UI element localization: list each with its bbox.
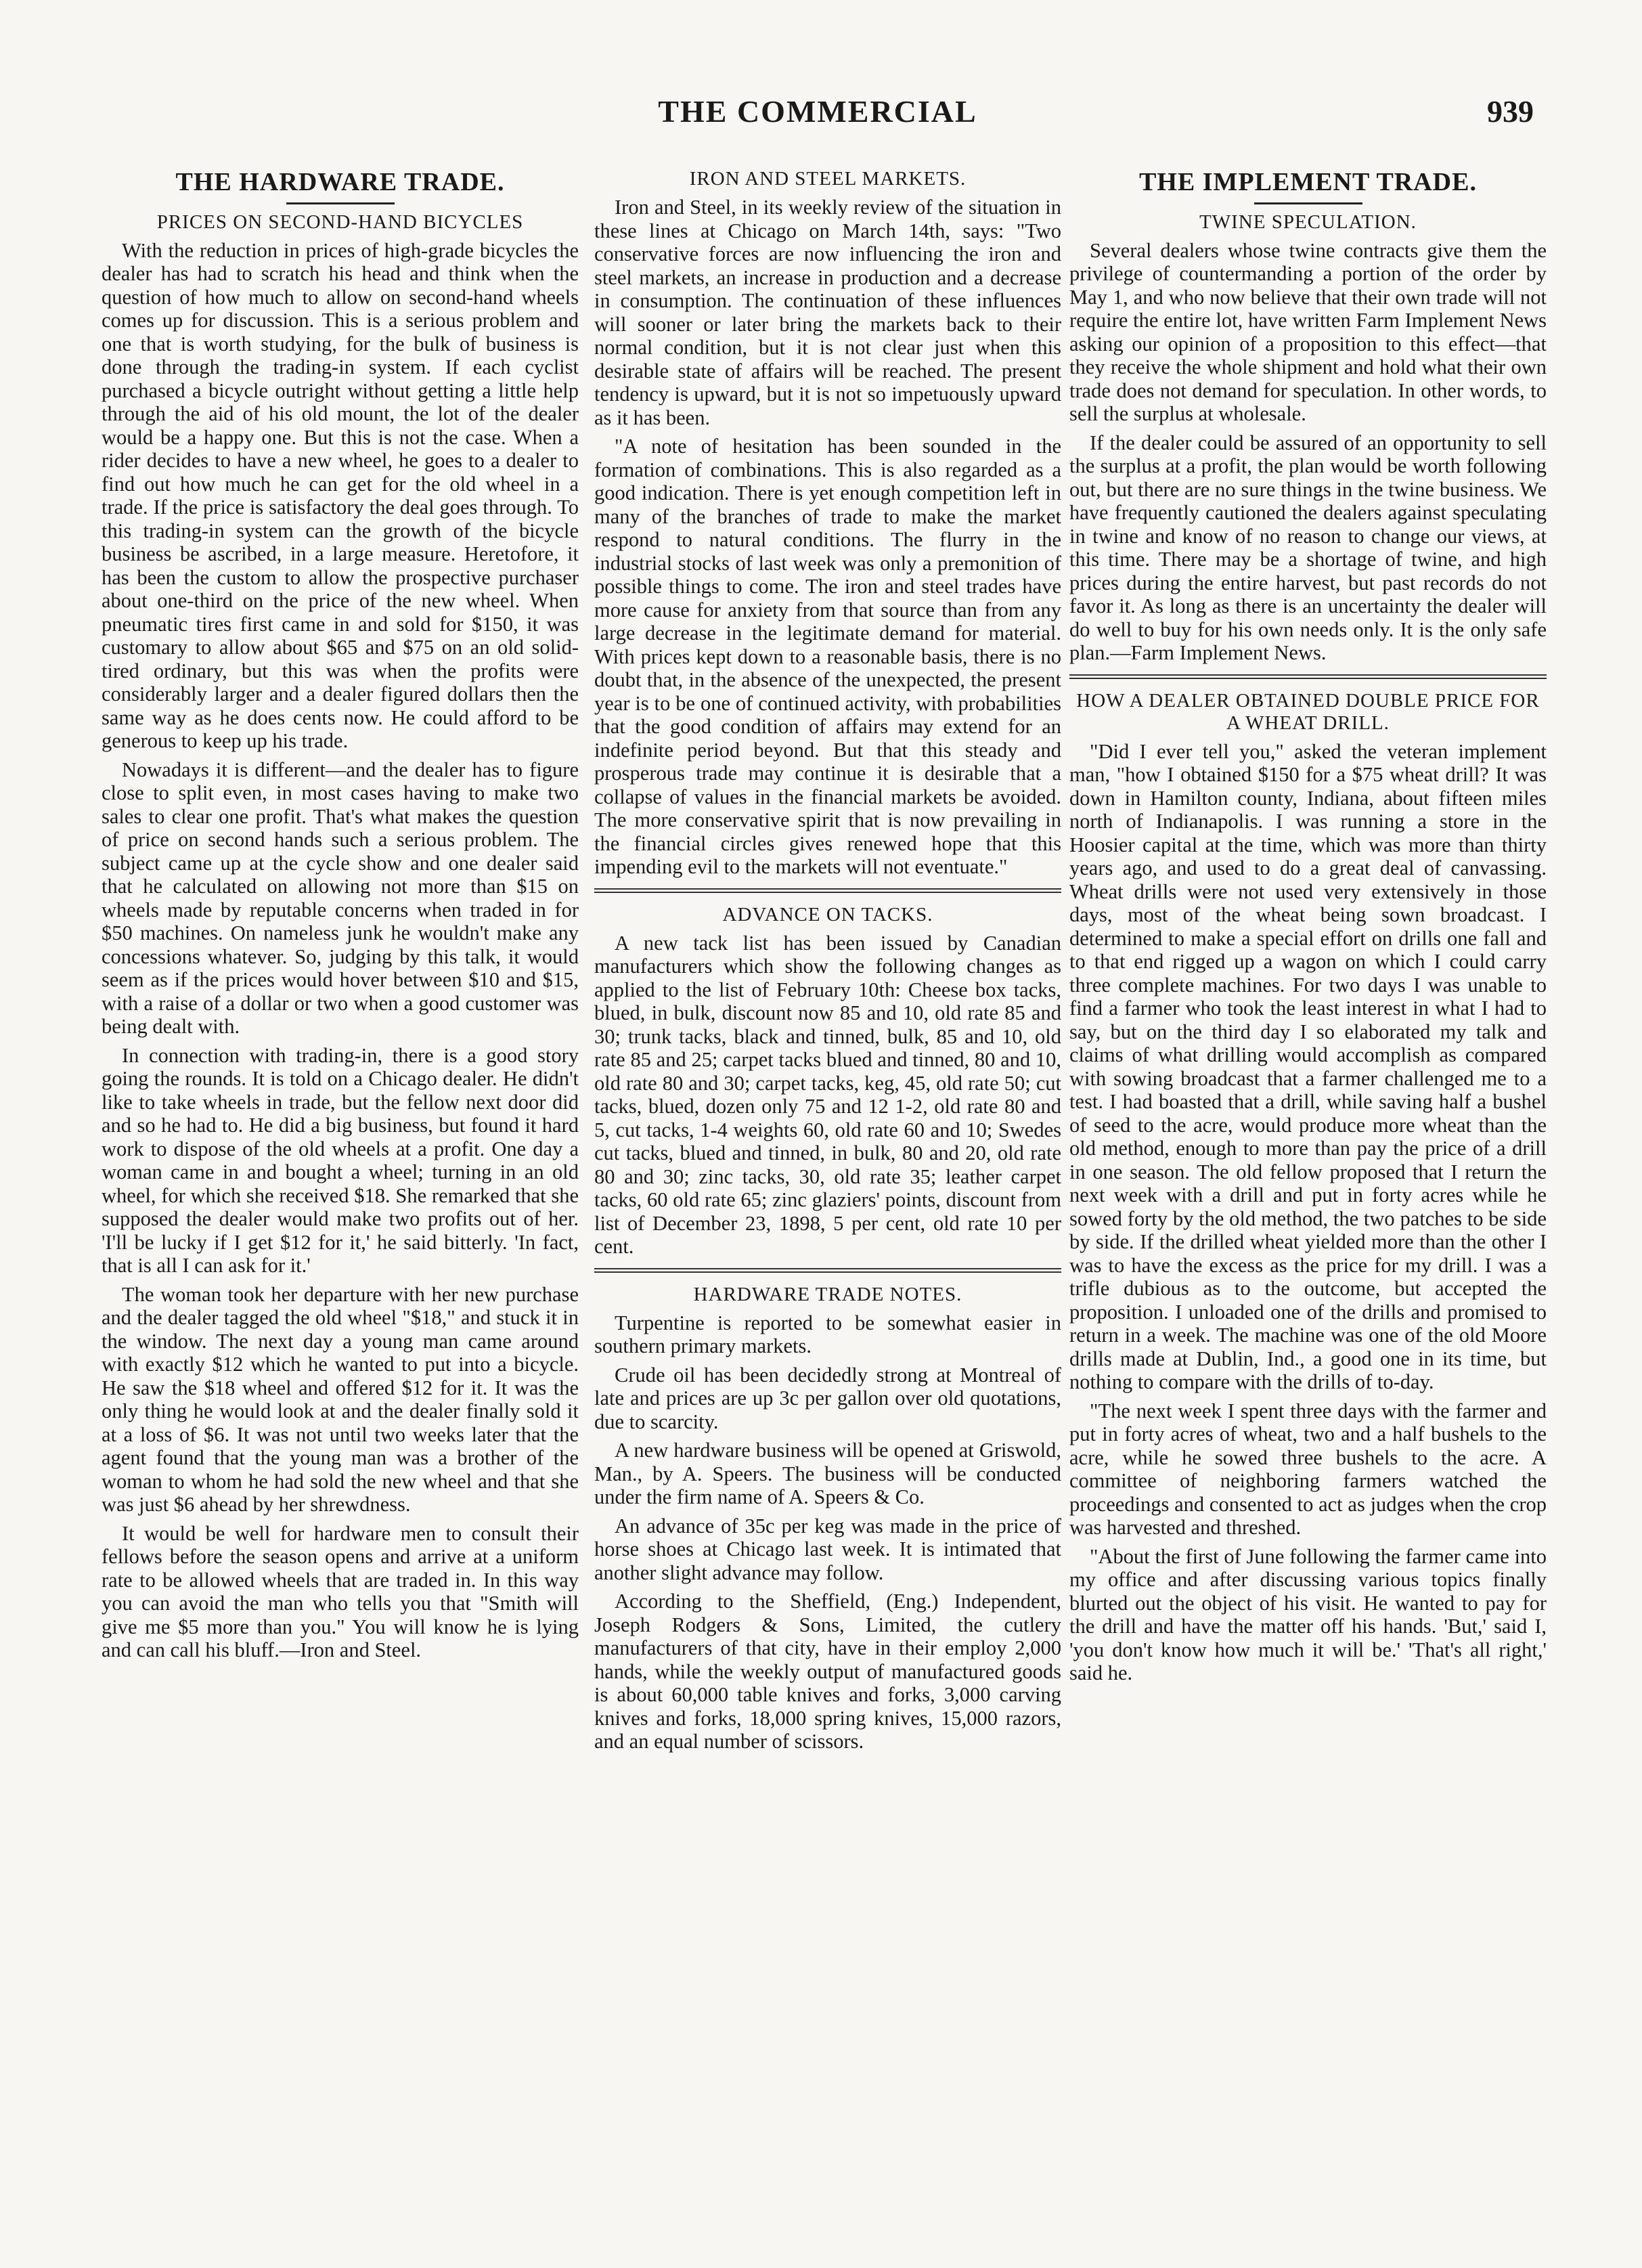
article-heading-wheat-drill: HOW A DEALER OBTAINED DOUBLE PRICE FOR A WHEAT DRILL. (1076, 689, 1540, 734)
column-implement-trade (1069, 161, 1547, 2227)
article-heading-iron-steel: IRON AND STEEL MARKETS. (689, 168, 967, 190)
article-paragraph: An advance of 35c per keg was made in the price of horse shoes at Chicago last week. It is intimated that another slight advance may follow. (594, 1514, 1061, 1584)
heading-rule (286, 202, 395, 204)
article-paragraph: A new tack list has been issued by Canadian manufacturers which show the following changes as applied to the list of February 10th: Cheese box tacks, blued, in bulk, discount now 85 and 10, old rate 85 and 30; trunk tacks, black and tinned, bulk, 85 and 10, old rate 85 and 25; carpet tacks blued and tinned, 80 and 10, old rate 80 and 30; carpet tacks, keg, 45, old rate 50; cut tacks, blued, dozen only 75 and 12 1-2, old rate 80 and 5, cut tacks, 1-4 weights 60, old rate 60 and 10; Swedes cut tacks, blued and tinned, in bulk, 80 and 20, old rate 80 and 30; zinc tacks, 30, old rate 35; leather carpet tacks, 60 old rate 65; zinc glaziers' points, discount from list of December 23, 1898, 5 per cent, old rate 10 per cent. (594, 931, 1061, 1258)
column-markets (594, 161, 1061, 2227)
publication-title: THE COMMERCIAL (658, 94, 977, 129)
article-paragraph: If the dealer could be assured of an opportunity to sell the surplus at a profit, the plan would be worth following out, but there are no sure things in the twine business. We have frequently cautioned the dealers against speculating in twine and know of no reason to change our views, at this time. There may be a shortage of twine, and high prices during the entire harvest, but past records do not favor it. As long as there is an uncertainty the dealer will do well to buy for his own needs only. It is the only safe plan.—Farm Implement News. (1069, 431, 1547, 664)
article-paragraph: Crude oil has been decidedly strong at Montreal of late and prices are up 3c per gallon over old quotations, due to scarcity. (594, 1363, 1061, 1433)
article-paragraph: In connection with trading-in, there is a good story going the rounds. It is told on a Chicago dealer. He didn't like to take wheels in trade, but the fellow next door did and so he had to. He did a big business, but found it hard work to dispose of the old wheels at a profit. One day a woman came in and bought a wheel; turning in an old wheel, for which she received $18. She remarked that she supposed the dealer would make two profits out of her. 'I'll be lucky if I get $12 for it,' he said bitterly. 'In fact, that is all I can ask for it.' (102, 1043, 579, 1277)
article-heading-trade-notes: HARDWARE TRADE NOTES. (693, 1283, 962, 1305)
article-paragraph: Nowadays it is different—and the dealer has to figure close to split even, in most cases having to make two sales to clear one profit. That's what makes the question of price on second hands such a serious problem. The subject came up at the cycle show and one dealer said that he calculated on allowing not more than $15 on wheels made by reputable concerns when traded in for $50 machines. On nameless junk he wouldn't make any concessions whatever. So, judging by this talk, it would seem as if the prices would hover between $10 and $15, with a raise of a dollar or two when a good customer was being dealt with. (102, 758, 579, 1038)
article-separator (1069, 674, 1547, 679)
article-paragraph: "About the first of June following the farmer came into my office and after discussing various topics finally blurted out the object of his visit. He wanted to pay for the drill and have the matter off his hands. 'But,' said I, 'you don't know how much it will be.' 'That's all right,' said he. (1069, 1544, 1547, 1684)
column-hardware-trade (102, 161, 579, 2227)
article-heading-bicycles: PRICES ON SECOND-HAND BICYCLES (156, 211, 524, 233)
heading-rule (1254, 202, 1362, 204)
section-heading-hardware-trade: THE HARDWARE TRADE. (175, 168, 505, 196)
article-paragraph: It would be well for hardware men to consult their fellows before the season opens and arrive at a uniform rate to be allowed wheels that are traded in. In this way you can avoid the man who tells you that "Smith will give me $5 more than you." You will know he is lying and can call his bluff.—Iron and Steel. (102, 1521, 579, 1661)
article-heading-tacks: ADVANCE ON TACKS. (722, 903, 933, 925)
article-paragraph: "Did I ever tell you," asked the veteran implement man, "how I obtained $150 for a $75 wheat drill? It was down in Hamilton county, Indiana, about fifteen miles north of Indianapolis. I was running a store in the Hoosier capital at the time, which was more than thirty years ago, and used to do a great deal of canvassing. Wheat drills were not used very extensively in those days, most of the wheat being sown broadcast. I determined to make a special effort on drills one fall and to that end rigged up a wagon on which I could carry three complete machines. For two days I was unable to find a farmer who took the least interest in what I had to say, but on the third day I so elaborated my talk and claims of what drilling would accomplish as compared with sowing broadcast that a farmer challenged me to a test. I had boasted that a drill, while saving half a bushel of seed to the acre, would produce more wheat than the old method, enough to more than pay the price of a drill in one season. The old fellow proposed that I return the next week with a drill and put in forty acres while he sowed forty by the old method, the two patches to be side by side. If the drilled wheat yielded more than the other I was to have the excess as the price for my drill. I was a trifle dubious as to the outcome, but accepted the proposition. I unloaded one of the drills and promised to return in a week. The machine was one of the old Moore drills made at Dublin, Ind., a good one in its time, but nothing to compare with the drills of to-day. (1069, 739, 1547, 1393)
article-paragraph: "The next week I spent three days with the farmer and put in forty acres of wheat, two and a half bushels to the acre, while he sowed three bushels to the acre. A committee of neighboring farmers watched the proceedings and consented to act as judges when the crop was harvested and threshed. (1069, 1399, 1547, 1539)
page-number: 939 (1487, 94, 1534, 129)
article-paragraph: Several dealers whose twine contracts give them the privilege of countermanding a portion of the order by May 1, and who now believe that their own trade will not require the entire lot, have written Farm Implement News asking our opinion of a proposition to this effect—that they receive the whole shipment and hold what their own trade does not demand for speculation. In other words, to sell the surplus at wholesale. (1069, 238, 1547, 425)
article-separator (594, 1268, 1061, 1273)
article-separator (594, 888, 1061, 893)
article-paragraph: A new hardware business will be opened at Griswold, Man., by A. Speers. The business will be conducted under the firm name of A. Speers & Co. (594, 1439, 1061, 1508)
article-paragraph: "A note of hesitation has been sounded in the formation of combinations. This is also regarded as a good indication. There is yet enough competition left in many of the branches of trade to make the market respond to natural conditions. The flurry in the industrial stocks of last week was only a premonition of possible things to come. The iron and steel trades have more cause for anxiety from that source than from any large decrease in the legitimate demand for material. With prices kept down to a reasonable basis, there is no doubt that, in the absence of the unexpected, the present year is to be one of continued activity, with probabilities that the good condition of affairs may extend for an indefinite period beyond. But that this steady and prosperous trade may continue it is desirable that a collapse of values in the financial markets be avoided. The more conservative spirit that is now prevailing in the financial circles gives renewed hope that this impending evil to the markets will not eventuate." (594, 435, 1061, 878)
article-paragraph: With the reduction in prices of high-grade bicycles the dealer has had to scratch his head and think when the question of how much to allow on second-hand wheels comes up for discussion. This is a serious problem and one that is worth studying, for the bulk of business is done through the trading-in system. If each cyclist purchased a bicycle outright without getting a little help through the aid of his old mount, the lot of the dealer would be a happy one. But this is not the case. When a rider decides to have a new wheel, he goes to a dealer to find out how much he can get for the old wheel in a trade. If the price is satisfactory the deal goes through. To this trading-in system can the growth of the bicycle business be ascribed, in a large measure. Heretofore, it has been the custom to allow the prospective purchaser about one-third on the price of the new wheel. When pneumatic tires first came in and sold for $150, it was customary to allow about $65 and $75 on an old solid-tired ordinary, but this was when the profits were considerably larger and a dealer figured dollars then the same way as he does cents now. He could afford to be generous to keep up his trade. (102, 238, 579, 752)
article-paragraph: Turpentine is reported to be somewhat easier in southern primary markets. (594, 1311, 1061, 1357)
section-heading-implement-trade: THE IMPLEMENT TRADE. (1139, 168, 1477, 196)
running-head (102, 93, 1534, 134)
article-paragraph: The woman took her departure with her new purchase and the dealer tagged the old wheel "$18," and stuck it in the window. The next day a young man came around with exactly $12 which he wanted to put into a bicycle. He saw the $18 wheel and offered $12 for it. It was the only thing he would look at and the dealer finally sold it at a loss of $6. It was not until two weeks later that the agent found that the young man was a brother of the woman to whom he had sold the new wheel and that she was just $6 ahead by her shrewdness. (102, 1282, 579, 1516)
article-paragraph: Iron and Steel, in its weekly review of the situation in these lines at Chicago on March 14th, says: "Two conservative forces are now influencing the iron and steel markets, an increase in production and a decrease in consumption. The continuation of these influences will sooner or later bring the markets back to their normal condition, but it is not clear just when this desirable state of affairs will be reached. The present tendency is upward, but it is not so impetuously upward as it has been. (594, 196, 1061, 429)
article-heading-twine: TWINE SPECULATION. (1199, 211, 1417, 233)
article-paragraph: According to the Sheffield, (Eng.) Independent, Joseph Rodgers & Sons, Limited, the cutlery manufacturers of that city, have in their employ 2,000 hands, while the weekly output of manufactured goods is about 60,000 table knives and forks, 3,000 carving knives and forks, 18,000 spring knives, 15,000 razors, and an equal number of scissors. (594, 1590, 1061, 1753)
